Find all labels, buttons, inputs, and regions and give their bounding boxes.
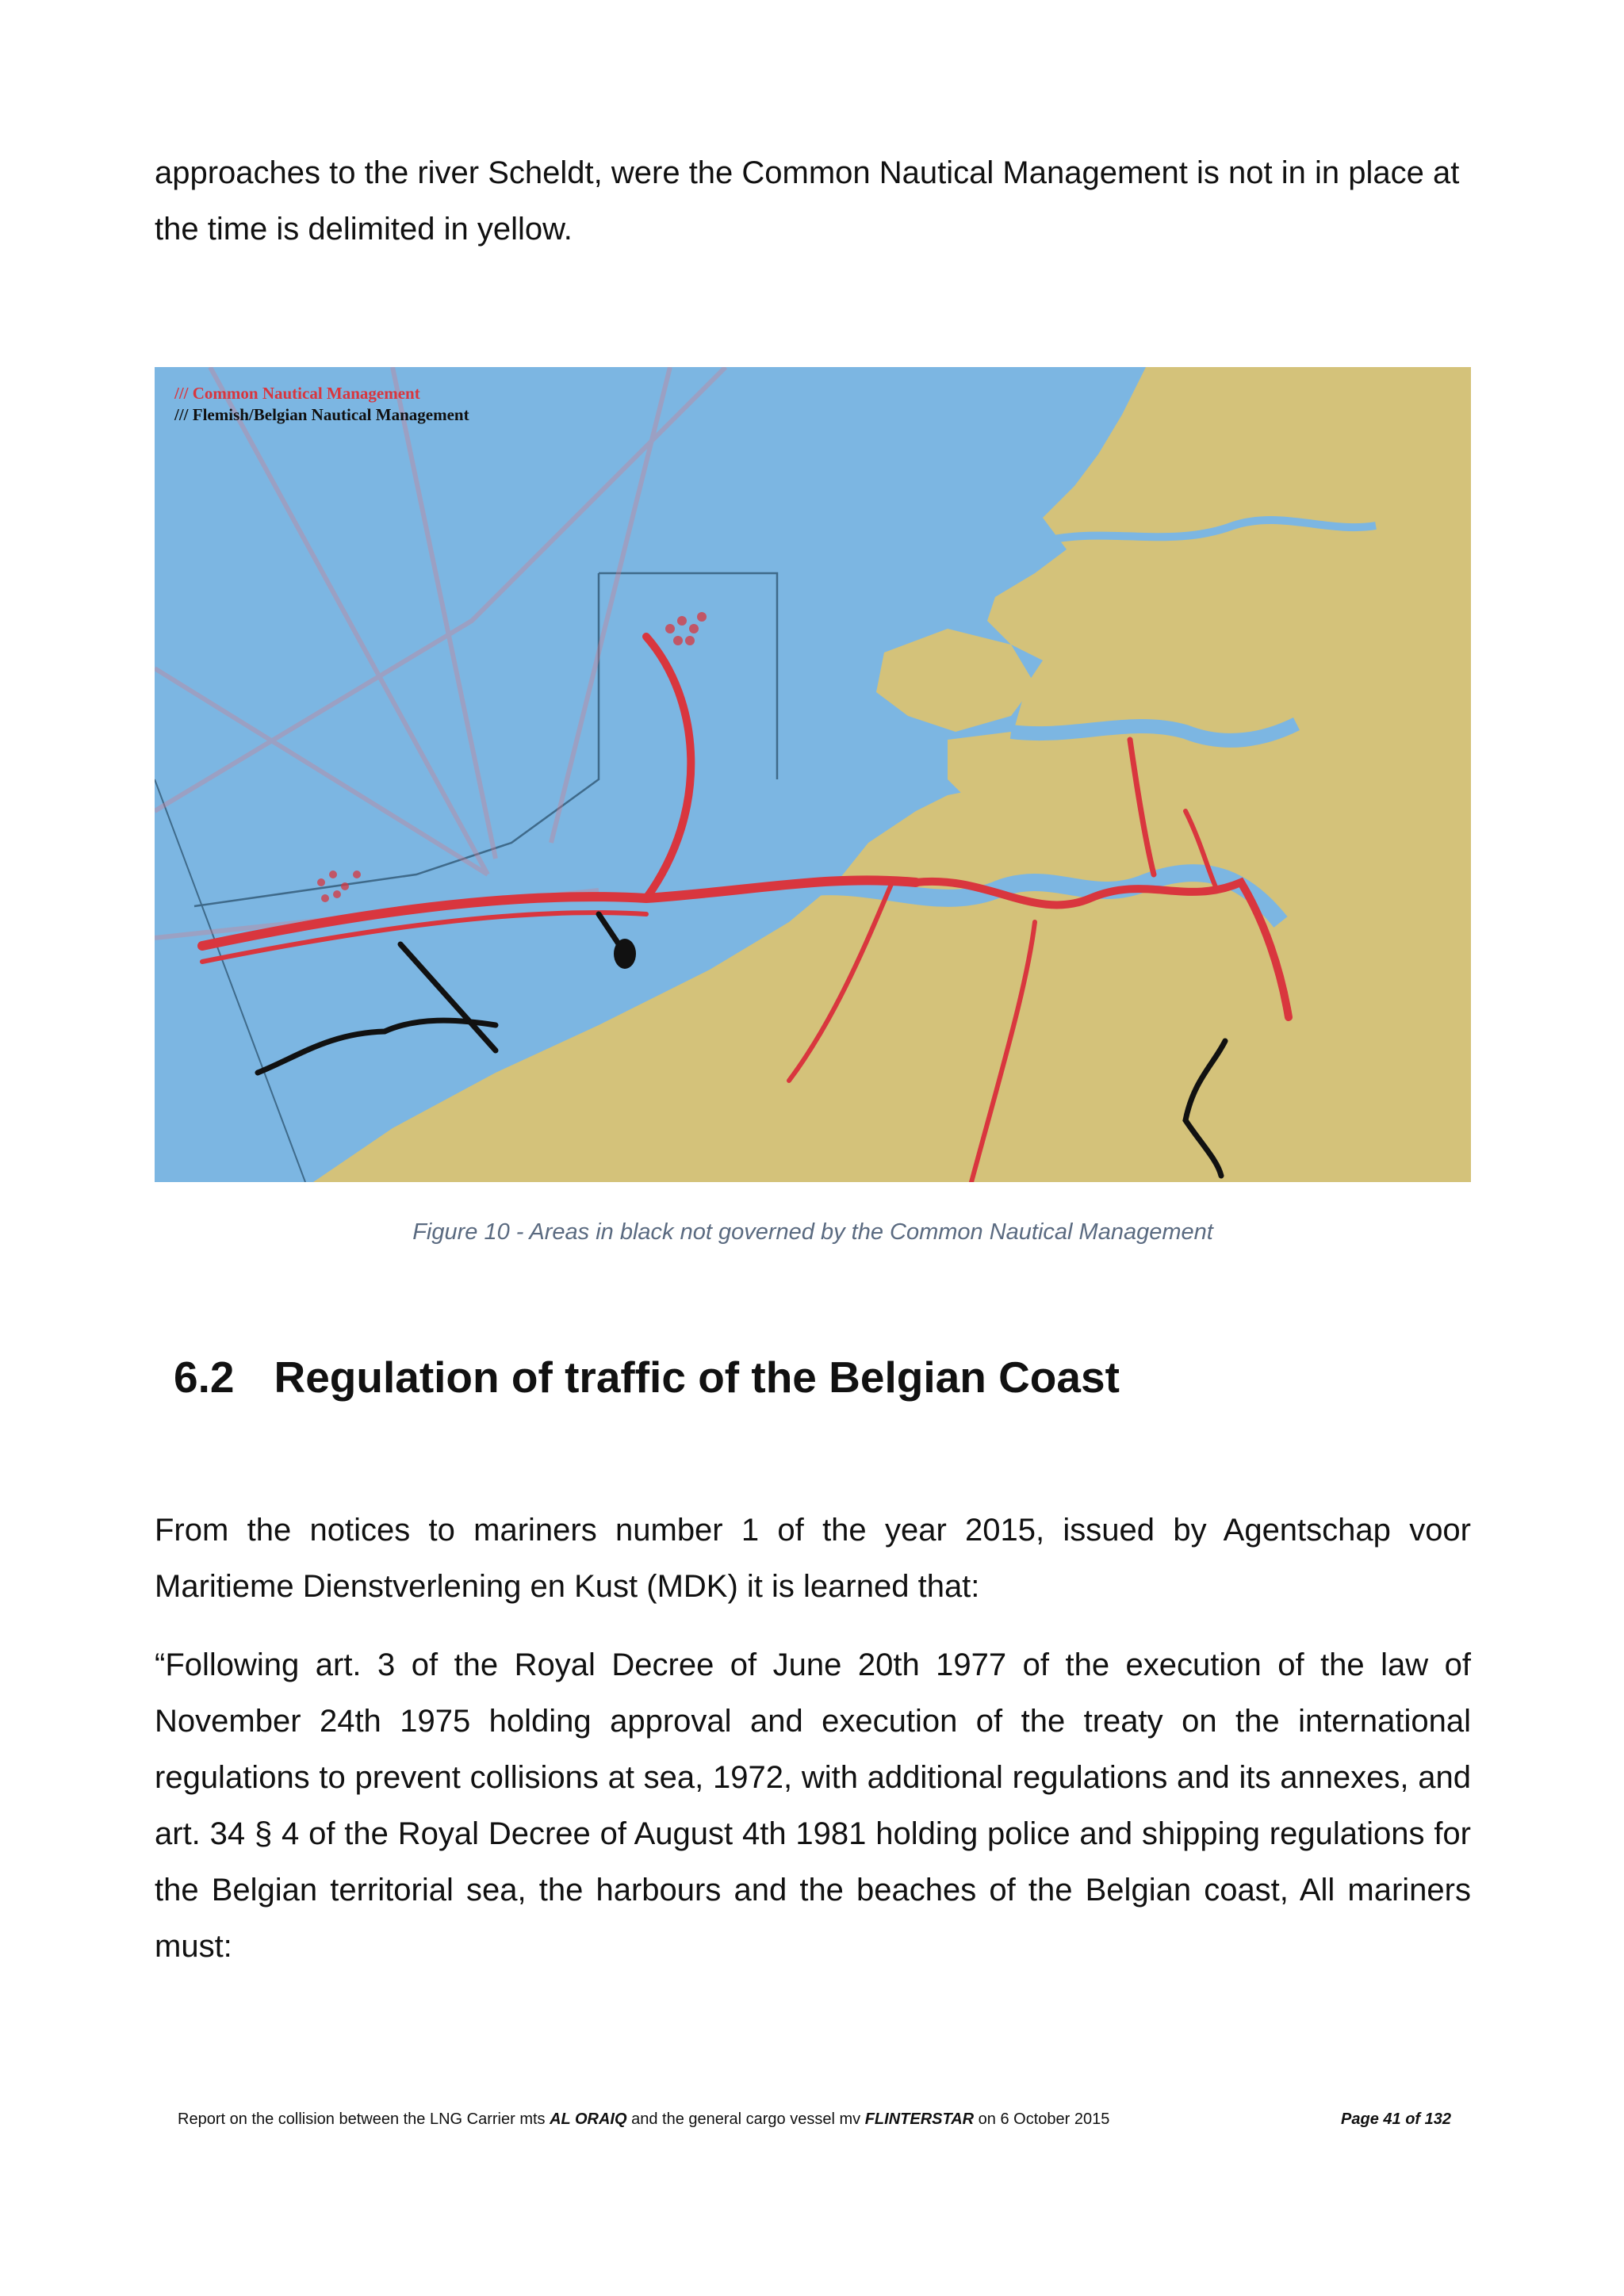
flemish-area-blob [614, 939, 636, 969]
footer-page-number: Page 41 of 132 [1341, 2110, 1451, 2128]
legend-common: /// Common Nautical Management [174, 384, 420, 403]
nautical-management-map [155, 367, 1471, 1182]
section-title: Regulation of traffic of the Belgian Coast [274, 1353, 1120, 1402]
section-number: 6.2 [174, 1353, 235, 1402]
footer-report-title: Report on the collision between the LNG Carrier mts AL ORAIQ and the general cargo vessel mv FLINTERSTAR on 6 October 2015 [178, 2110, 1110, 2128]
section-heading [174, 1352, 1120, 1402]
map-graphic [155, 367, 1471, 1182]
legend-flemish: /// Flemish/Belgian Nautical Management [174, 405, 469, 424]
figure-caption: Figure 10 - Areas in black not governed by the Common Nautical Management [412, 1219, 1213, 1245]
page-footer [178, 2110, 1451, 2129]
intro-paragraph: approaches to the river Scheldt, were the Common Nautical Management is not in in place at the time is delimited in yellow. [155, 155, 1460, 247]
paragraph-mdk-notice: From the notices to mariners number 1 of the year 2015, issued by Agentschap voor Maritieme Dienstverlening en Kust (MDK) it is learned that: [155, 1513, 1471, 1604]
paragraph-royal-decree: “Following art. 3 of the Royal Decree of June 20th 1977 of the execution of the law of November 24th 1975 holding approval and execution of the treaty on the international regulations to prevent collisions at sea, 1972, with additional regulations and its annexes, and art. 34 § 4 of the Royal Decree of August 4th 1981 holding police and shipping regulations for the Belgian territorial sea, the harbours and the beaches of the Belgian coast, All mariners must: [155, 1647, 1471, 1964]
